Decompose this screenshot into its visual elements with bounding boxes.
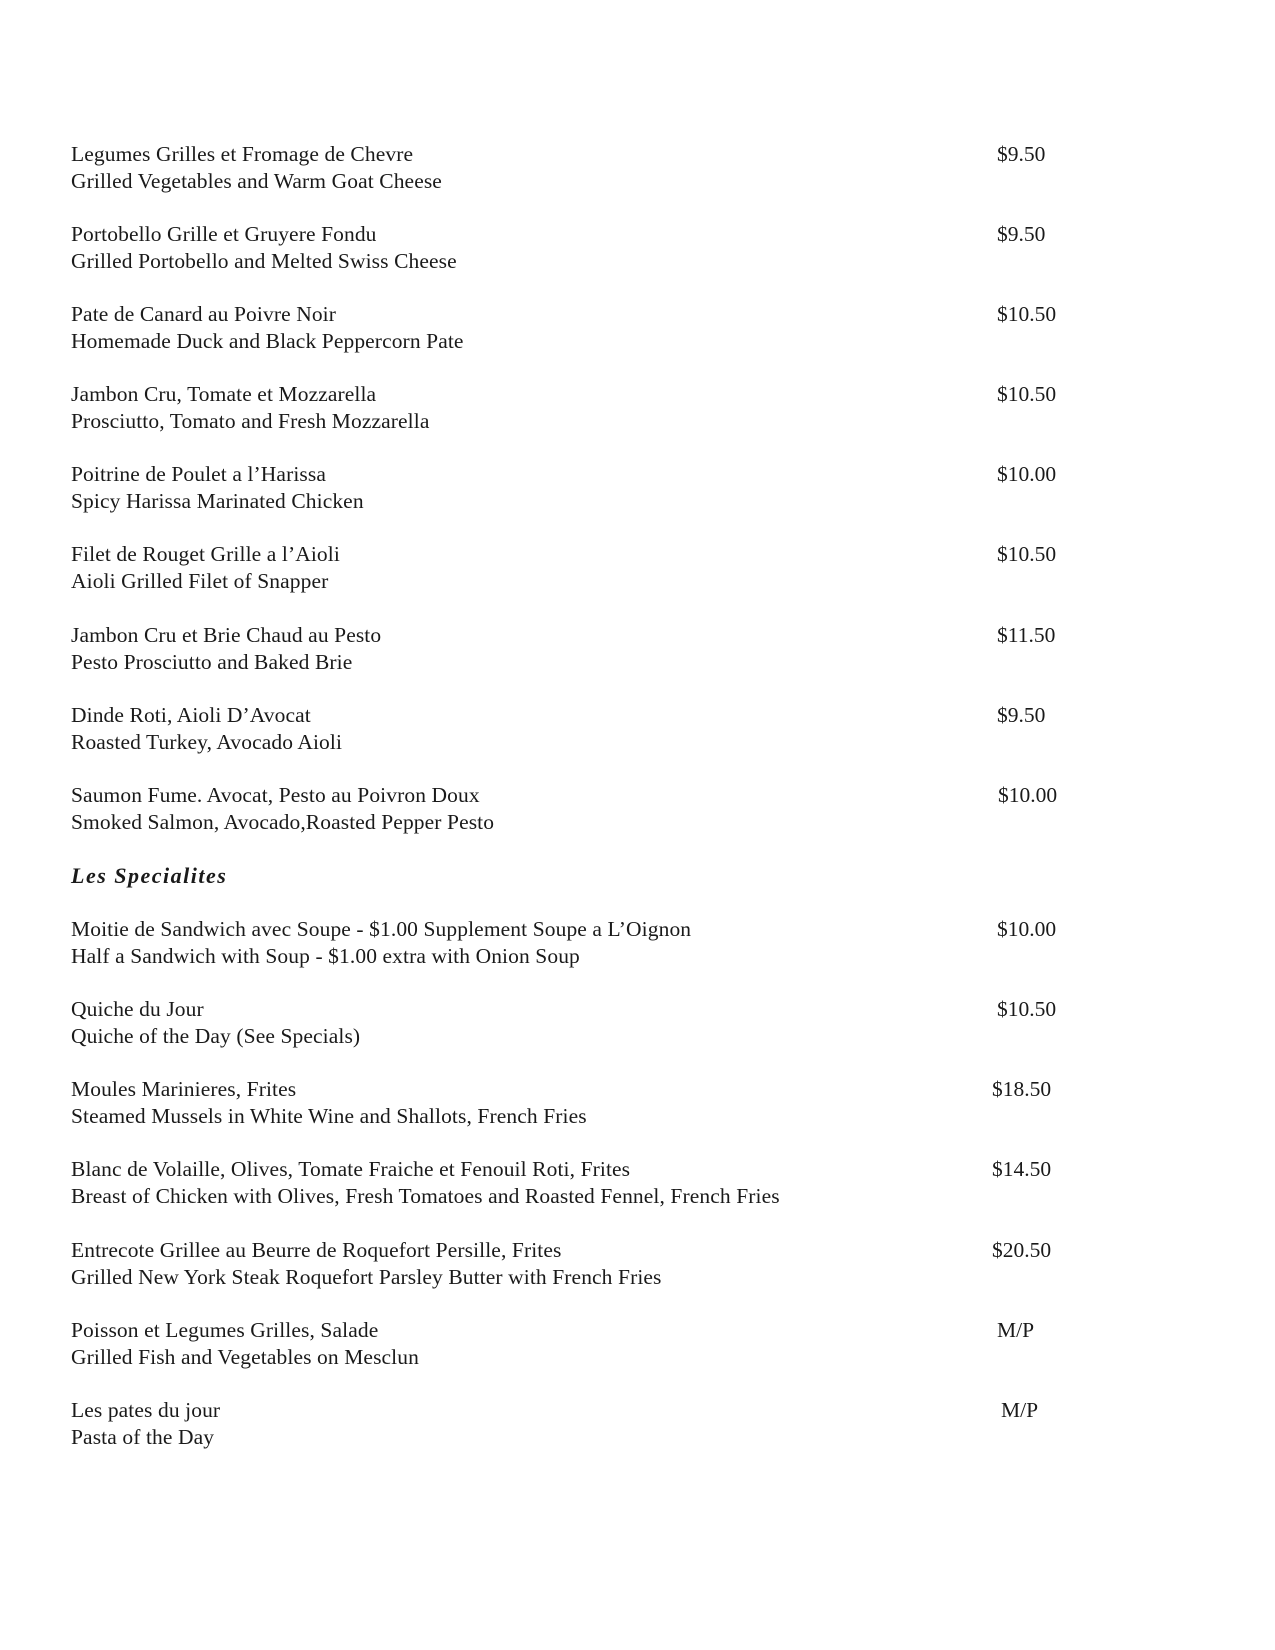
item-names — [71, 461, 971, 515]
menu-item — [71, 1317, 1091, 1377]
item-price: $20.50 — [992, 1238, 1052, 1262]
item-name-english: Pasta of the Day — [71, 1425, 215, 1449]
menu-item — [71, 1397, 1091, 1457]
menu-item — [71, 301, 1091, 361]
item-name-french: Blanc de Volaille, Olives, Tomate Fraiche et Fenouil Roti, Frites — [71, 1157, 631, 1181]
menu-item — [71, 461, 1091, 521]
item-name-french: Saumon Fume. Avocat, Pesto au Poivron Doux — [71, 783, 480, 807]
menu-item — [71, 1156, 1091, 1216]
item-name-english: Prosciutto, Tomato and Fresh Mozzarella — [71, 409, 430, 433]
item-price: $10.50 — [997, 302, 1057, 326]
item-price: $10.50 — [997, 542, 1057, 566]
item-name-french: Dinde Roti, Aioli D’Avocat — [71, 703, 311, 727]
item-price: $10.00 — [997, 917, 1057, 941]
item-name-french: Entrecote Grillee au Beurre de Roquefort Persille, Frites — [71, 1238, 562, 1262]
item-name-french: Les pates du jour — [71, 1398, 221, 1422]
item-price: $10.50 — [997, 382, 1057, 406]
item-names — [71, 1317, 971, 1371]
item-name-english: Homemade Duck and Black Peppercorn Pate — [71, 329, 464, 353]
item-name-english: Half a Sandwich with Soup - $1.00 extra with Onion Soup — [71, 944, 580, 968]
item-names — [71, 221, 971, 275]
item-names — [71, 1237, 971, 1291]
item-names — [71, 622, 971, 676]
item-names — [71, 1156, 971, 1210]
item-name-french: Poitrine de Poulet a l’Harissa — [71, 462, 326, 486]
item-names — [71, 141, 971, 195]
item-name-english: Aioli Grilled Filet of Snapper — [71, 569, 329, 593]
item-name-french: Legumes Grilles et Fromage de Chevre — [71, 142, 414, 166]
item-price: $9.50 — [997, 142, 1046, 166]
item-names — [71, 1076, 971, 1130]
item-names — [71, 996, 971, 1050]
item-name-french: Quiche du Jour — [71, 997, 204, 1021]
item-price: M/P — [1001, 1398, 1039, 1422]
item-name-english: Spicy Harissa Marinated Chicken — [71, 489, 364, 513]
item-name-english: Pesto Prosciutto and Baked Brie — [71, 650, 353, 674]
menu-item — [71, 541, 1091, 601]
item-names — [71, 541, 971, 595]
item-price: $10.00 — [998, 783, 1058, 807]
menu-item — [71, 381, 1091, 441]
item-name-english: Grilled New York Steak Roquefort Parsley Butter with French Fries — [71, 1265, 662, 1289]
menu-item — [71, 1237, 1091, 1297]
item-name-english: Breast of Chicken with Olives, Fresh Tomatoes and Roasted Fennel, French Fries — [71, 1184, 780, 1208]
item-price: $10.50 — [997, 997, 1057, 1021]
item-names — [71, 702, 971, 756]
menu-item — [71, 141, 1091, 201]
item-names — [71, 301, 971, 355]
menu-item — [71, 221, 1091, 281]
item-price: $10.00 — [997, 462, 1057, 486]
item-name-french: Jambon Cru, Tomate et Mozzarella — [71, 382, 377, 406]
item-price: $14.50 — [992, 1157, 1052, 1181]
item-name-french: Portobello Grille et Gruyere Fondu — [71, 222, 377, 246]
section-heading-specialites: Les Specialites — [71, 863, 228, 888]
item-names — [71, 916, 971, 970]
item-name-french: Moitie de Sandwich avec Soupe - $1.00 Supplement Soupe a L’Oignon — [71, 917, 692, 941]
item-name-english: Grilled Portobello and Melted Swiss Cheese — [71, 249, 457, 273]
item-name-french: Poisson et Legumes Grilles, Salade — [71, 1318, 379, 1342]
item-name-french: Filet de Rouget Grille a l’Aioli — [71, 542, 340, 566]
item-names — [71, 381, 971, 435]
item-name-french: Pate de Canard au Poivre Noir — [71, 302, 337, 326]
item-name-english: Smoked Salmon, Avocado,Roasted Pepper Pesto — [71, 810, 495, 834]
item-price: $18.50 — [992, 1077, 1052, 1101]
item-names — [71, 782, 971, 836]
item-name-english: Quiche of the Day (See Specials) — [71, 1024, 361, 1048]
item-price: $9.50 — [997, 222, 1046, 246]
item-name-english: Grilled Vegetables and Warm Goat Cheese — [71, 169, 442, 193]
item-price: $9.50 — [997, 703, 1046, 727]
item-name-english: Grilled Fish and Vegetables on Mesclun — [71, 1345, 419, 1369]
menu-item — [71, 702, 1091, 762]
item-name-french: Jambon Cru et Brie Chaud au Pesto — [71, 623, 382, 647]
item-price: M/P — [997, 1318, 1035, 1342]
menu-item — [71, 1076, 1091, 1136]
menu-item — [71, 782, 1091, 842]
item-names — [71, 1397, 971, 1451]
item-name-english: Roasted Turkey, Avocado Aioli — [71, 730, 343, 754]
menu-item — [71, 916, 1091, 976]
item-price: $11.50 — [997, 623, 1056, 647]
item-name-french: Moules Marinieres, Frites — [71, 1077, 297, 1101]
item-name-english: Steamed Mussels in White Wine and Shallots, French Fries — [71, 1104, 587, 1128]
menu-item — [71, 622, 1091, 682]
menu-item — [71, 996, 1091, 1056]
